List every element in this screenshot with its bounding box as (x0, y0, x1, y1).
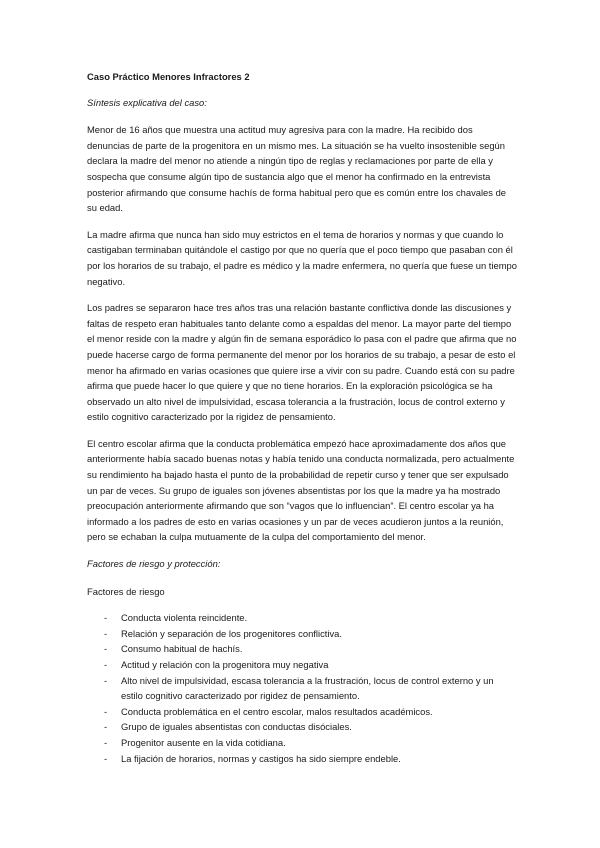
list-dash: - (104, 674, 108, 686)
list-dash: - (104, 659, 108, 670)
list-item (87, 735, 517, 751)
document-body (87, 69, 517, 766)
list-dash: - (104, 643, 108, 655)
list-item-text: Progenitor ausente en la vida cotidiana. (121, 736, 286, 748)
list-dash: - (104, 612, 108, 624)
list-item (87, 751, 517, 767)
list-item-text: La fijación de horarios, normas y castigos ha sido siempre endeble. (121, 752, 401, 764)
paragraph-2: La madre afirma que nunca han sido muy estrictos en el tema de horarios y normas y que cuando lo castigaban terminaban quitándole el castigo por que no quería que el poco tiempo que pasaban con él por los horarios de su trabajo, el padre es médico y la madre enfermera, no quería que fuese un tiempo negativo. (87, 228, 517, 287)
list-item (87, 610, 517, 626)
list-item (87, 657, 517, 673)
synthesis-heading: Síntesis explicativa del caso: (87, 96, 207, 108)
document-title: Caso Práctico Menores Infractores 2 (87, 71, 250, 82)
paragraph-1: Menor de 16 años que muestra una actitud muy agresiva para con la madre. Ha recibido dos denuncias de parte de la progenitora en un mismo mes. La situación se ha vuelto insostenible según declara la madre del menor no atiende a ningún tipo de reglas y reclamaciones por parte de ella y sospecha que consume algún tipo de sustancia algo que el menor ha confirmado en la entrevista posterior afirmando que consume hachís de forma habitual pero que es común entre los chavales de su edad. (87, 124, 506, 214)
list-dash: - (104, 736, 108, 748)
list-item-text: Consumo habitual de hachís. (121, 643, 243, 655)
list-item-text: Conducta violenta reincidente. (121, 612, 248, 624)
list-item-text: Relación y separación de los progenitores conflictiva. (121, 627, 342, 639)
list-item-text: Actitud y relación con la progenitora muy negativa (121, 659, 329, 670)
list-item (87, 626, 517, 642)
list-item-text: Conducta problemática en el centro escolar, malos resultados académicos. (121, 705, 433, 717)
list-item (87, 673, 517, 704)
factors-heading: Factores de riesgo y protección: (87, 558, 221, 570)
list-dash: - (104, 705, 108, 717)
risk-factors-heading: Factores de riesgo (87, 585, 165, 597)
list-dash: - (104, 752, 108, 764)
list-item (87, 719, 517, 735)
paragraph-4: El centro escolar afirma que la conducta problemática empezó hace aproximadamente dos años que anteriormente había sacado buenas notas y había tenido una conducta normalizada, pero actualmente su rendimiento ha bajado hasta el punto de la probabilidad de repetir curso y tener que ser expulsado un par de veces. Su grupo de iguales son jóvenes absentistas por los que la madre ya ha mostrado preocupación anteriormente afirmando que son “vagos que lo influencian”. El centro escolar ya ha informado a los padres de esto en varias ocasiones y un par de veces acudieron juntos a la reunión, pero se echaban la culpa mutuamente de la culpa del comportamiento del menor. (87, 437, 515, 543)
list-item (87, 704, 517, 720)
list-dash: - (104, 627, 108, 639)
risk-factors-list (87, 610, 517, 766)
list-item-text: Grupo de iguales absentistas con conductas disóciales. (121, 721, 352, 733)
list-dash: - (104, 721, 108, 733)
list-item-text: Alto nivel de impulsividad, escasa tolerancia a la frustración, locus de control externo y un estilo cognitivo caracterizado por rigidez de pensamiento. (121, 674, 494, 702)
paragraph-3: Los padres se separaron hace tres años tras una relación bastante conflictiva donde las discusiones y faltas de respeto eran habituales tanto delante como a espaldas del menor. La mayor parte del tiempo el menor reside con la madre y algún fin de semana esporádico lo pasa con el padre que afirma que no puede hacerse cargo de forma permanente del menor por los horarios de su trabajo, a pesar de esto el menor ha afirmado en varias ocasiones que quiere irse a vivir con su padre. Cuando está con su padre afirma que puede hacer lo que quiere y que no tiene horarios. En la exploración psicológica se ha observado un alto nivel de impulsividad, escasa tolerancia a la frustración, locus de control externo y estilo cognitivo caracterizado por la rigidez de pensamiento. (87, 302, 517, 423)
list-item (87, 641, 517, 657)
